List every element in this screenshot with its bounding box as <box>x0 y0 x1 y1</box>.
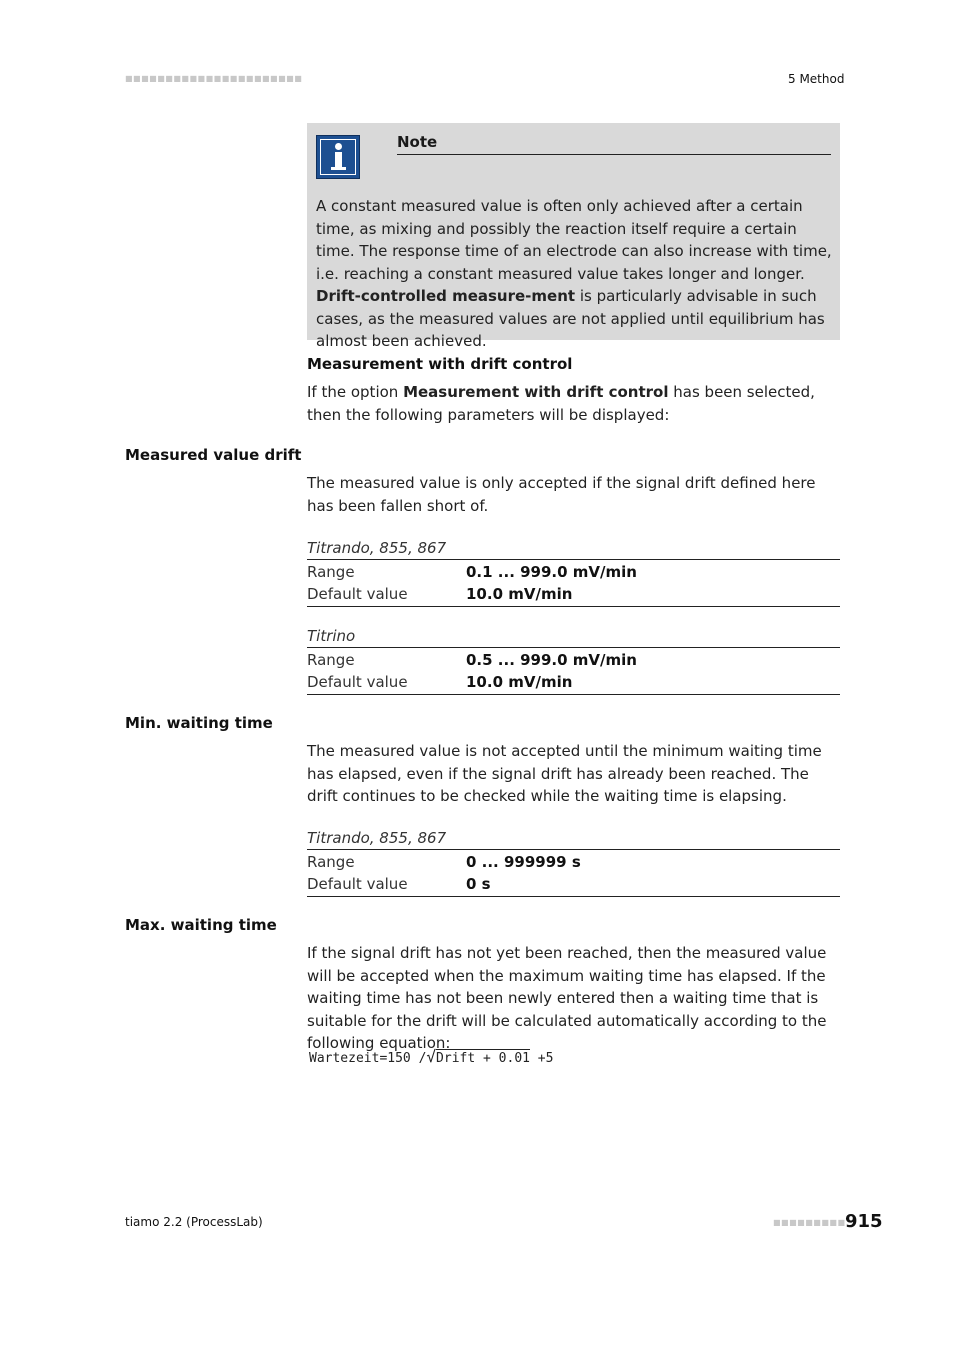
min-waiting-time-description: The measured value is not accepted until the minimum waiting time has elapsed, even if the signal drift has already been reached. The drift continues to be checked while the waiting time is elapsing. <box>307 742 822 805</box>
row-key: Range <box>307 651 355 669</box>
row-value: 0.1 ... 999.0 mV/min <box>466 563 637 581</box>
waiting-time-formula: Wartezeit=150 /√Drift + 0.01 +5 <box>309 1047 554 1066</box>
min-waiting-time-label: Min. waiting time <box>125 714 273 732</box>
row-key: Default value <box>307 875 408 893</box>
row-value: 10.0 mV/min <box>466 585 573 603</box>
row-value: 0 s <box>466 875 491 893</box>
parameter-table <box>307 827 840 897</box>
header-dots: ■■■■■■■■■■■■■■■■■■■■■■ <box>125 74 303 83</box>
page-number: 915 <box>845 1211 883 1232</box>
drift-control-heading: Measurement with drift control <box>307 355 573 373</box>
table-caption: Titrando, 855, 867 <box>307 539 447 557</box>
footer-product: tiamo 2.2 (ProcessLab) <box>125 1215 263 1229</box>
measured-value-drift-label: Measured value drift <box>125 446 302 464</box>
max-waiting-time-label: Max. waiting time <box>125 916 277 934</box>
table-row <box>307 851 840 873</box>
section-title: 5 Method <box>788 72 845 86</box>
row-key: Range <box>307 563 355 581</box>
table-row <box>307 671 840 693</box>
note-body: A constant measured value is often only achieved after a certain time, as mixing and possibly the reaction itself require a certain time. The response time of an electrode can also increase with time, i.e. reaching a constant measured value takes longer and longer. Drift-controlled measure-ment is particularly advisable in such cases, as the measured values are not applied until equilibrium has almost been achieved. <box>316 197 832 350</box>
row-value: 10.0 mV/min <box>466 673 573 691</box>
parameter-table <box>307 537 840 607</box>
drift-control-text: If the option Measurement with drift control has been selected, then the following parameters will be displayed: <box>307 383 815 424</box>
table-caption: Titrando, 855, 867 <box>307 829 447 847</box>
footer-dots: ■■■■■■■■■ <box>773 1218 846 1227</box>
table-row <box>307 583 840 605</box>
measured-value-drift-description: The measured value is only accepted if the signal drift defined here has been fallen short of. <box>307 474 816 515</box>
note-title: Note <box>397 133 831 155</box>
table-row <box>307 649 840 671</box>
info-icon <box>316 135 360 179</box>
table-row <box>307 561 840 583</box>
max-waiting-time-description: If the signal drift has not yet been reached, then the measured value will be accepted when the maximum waiting time has elapsed. If the waiting time has not been newly entered then a waiting time that is suitable for the drift will be calculated automatically according to the following equation: <box>307 944 827 1052</box>
table-row <box>307 873 840 895</box>
row-value: 0 ... 999999 s <box>466 853 581 871</box>
parameter-table <box>307 625 840 695</box>
row-key: Default value <box>307 673 408 691</box>
row-key: Default value <box>307 585 408 603</box>
row-key: Range <box>307 853 355 871</box>
table-caption: Titrino <box>307 627 356 645</box>
row-value: 0.5 ... 999.0 mV/min <box>466 651 637 669</box>
